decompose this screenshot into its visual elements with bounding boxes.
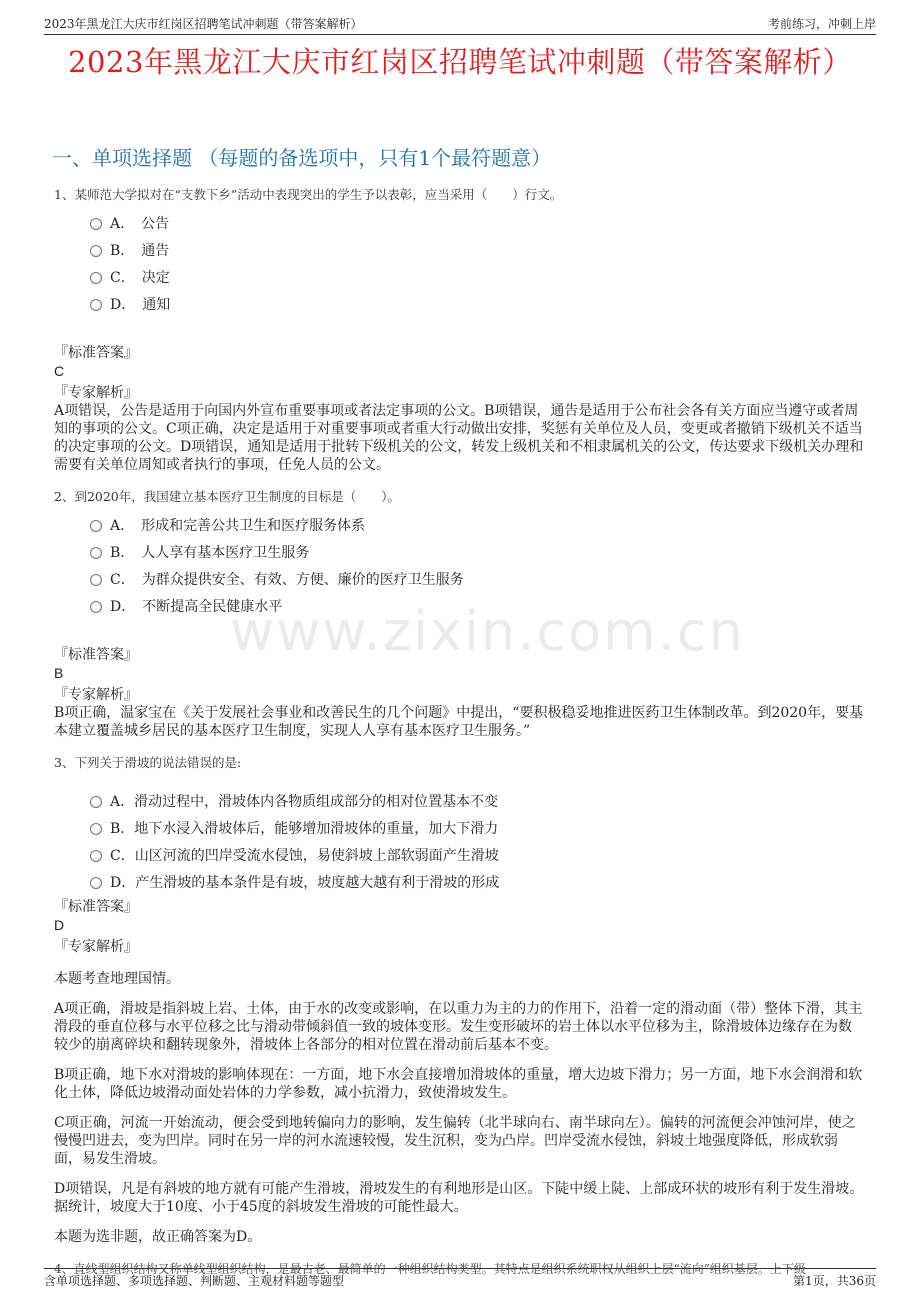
option-b[interactable] (90, 539, 864, 566)
page-prefix: 第 (793, 1273, 806, 1288)
radio-icon[interactable] (90, 245, 102, 257)
option-label: A．滑动过程中，滑坡体内各物质组成部分的相对位置基本不变 (110, 793, 499, 810)
analysis-text: A项错误，公告是适用于向国内外宣布重要事项或者法定事项的公文。B项错误，通告是适用于公布社会各有关方面应当遵守或者周知的事项的公文。C项正确，决定是适用于对重要事项或者重大行动做出安排，奖惩有关单位及人员，变更或者撤销下级机关不适当的决定事项的公文。D项错误，通知是适用于批转下级机关的公文，转发上级机关和不相隶属机关的公文，传达要求下级机关办理和需要有关单位周知或者执行的事项，任免人员的公文。 (54, 403, 864, 473)
option-label: A． 公告 (110, 215, 170, 232)
radio-icon[interactable] (90, 218, 102, 230)
page-footer (44, 1268, 876, 1291)
analysis-text: B项正确，温家宝在《关于发展社会事业和改善民生的几个问题》中提出，“要积极稳妥地推进医药卫生体制改革。到2020年，要基本建立覆盖城乡居民的基本医疗卫生制度，实现人人享有基本医疗卫生服务。” (54, 705, 864, 739)
answer-value: C (54, 363, 65, 379)
radio-icon[interactable] (90, 520, 102, 532)
radio-icon[interactable] (90, 850, 102, 862)
analysis-d: D项错误，凡是有斜坡的地方就有可能产生滑坡，滑坡发生的有利地形是山区。下陡中缓上陡、上部成环状的坡形有利于发生滑坡。据统计，坡度大于10度、小于45度的斜坡发生滑坡的可能性最大。 (54, 1181, 864, 1215)
radio-icon[interactable] (90, 547, 102, 559)
page-indicator (793, 1272, 876, 1289)
option-d[interactable] (90, 291, 864, 318)
option-c[interactable] (90, 264, 864, 291)
header-slogan: 考前练习，冲刺上岸 (767, 17, 876, 31)
expert-label: 『专家解析』 (54, 385, 138, 401)
options-list (90, 512, 864, 620)
option-d[interactable] (90, 869, 864, 896)
analysis-intro: 本题考查地理国情。 (54, 971, 180, 987)
question-stem: 2、到2020年，我国建立基本医疗卫生制度的目标是（ ）。 (54, 489, 401, 504)
std-answer-label: 『标准答案』 (54, 345, 138, 361)
page-suffix: 页 (863, 1273, 876, 1288)
radio-icon[interactable] (90, 877, 102, 889)
answer-value: D (54, 917, 65, 933)
radio-icon[interactable] (90, 796, 102, 808)
option-c[interactable] (90, 566, 864, 593)
radio-icon[interactable] (90, 272, 102, 284)
option-label: C．山区河流的凹岸受流水侵蚀，易使斜坡上部软弱面产生滑坡 (110, 847, 499, 864)
footer-note: 含单项选择题、多项选择题、判断题、主观材料题等题型 (44, 1273, 345, 1288)
question-stem: 1、某师范大学拟对在“支教下乡”活动中表现突出的学生予以表彰，应当采用（ ）行文。 (54, 187, 563, 202)
question-2 (54, 488, 864, 740)
page-header (44, 10, 876, 35)
answer-value: B (54, 665, 64, 681)
question-4-stem-partial: 4、直线型组织结构又称单线型组织结构，是最古老、最简单的一种组织结构类型。其特点是组织系统职权从组织上层“流向”组织基层。上下级 (54, 1262, 806, 1276)
question-list (54, 186, 864, 1278)
page-mid: 页，共 (812, 1273, 849, 1288)
std-answer-label: 『标准答案』 (54, 899, 138, 915)
option-label: C． 决定 (110, 269, 170, 286)
option-label: D．产生滑坡的基本条件是有坡，坡度越大越有利于滑坡的形成 (110, 874, 500, 891)
option-label: C． 为群众提供安全、有效、方便、廉价的医疗卫生服务 (110, 571, 464, 588)
question-1 (54, 186, 864, 474)
analysis-b: B项正确，地下水对滑坡的影响体现在：一方面，地下水会直接增加滑坡体的重量，增大边坡下滑力；另一方面，地下水会润滑和软化土体，降低边坡滑动面处岩体的力学参数，减小抗滑力，致使滑坡发生。 (54, 1067, 863, 1101)
analysis-conclusion: 本题为选非题，故正确答案为D。 (54, 1229, 262, 1245)
expert-label: 『专家解析』 (54, 939, 138, 955)
page-total: 36 (848, 1273, 864, 1288)
option-a[interactable] (90, 512, 864, 539)
analysis-c: C项正确，河流一开始流动，便会受到地转偏向力的影响，发生偏转（北半球向右、南半球向左）。偏转的河流便会冲蚀河岸，使之慢慢凹进去，变为凹岸。同时在另一岸的河水流速较慢，发生沉积，变为凸岸。凹岸受流水侵蚀，斜坡土地强度降低，形成软弱面，易发生滑坡。 (54, 1115, 856, 1167)
document-title: 2023年黑龙江大庆市红岗区招聘笔试冲刺题（带答案解析） (68, 45, 852, 79)
option-b[interactable] (90, 237, 864, 264)
option-a[interactable] (90, 210, 864, 237)
option-a[interactable] (90, 788, 864, 815)
option-label: D． 通知 (110, 296, 171, 313)
radio-icon[interactable] (90, 823, 102, 835)
section-heading: 一、单项选择题 （每题的备选项中，只有1个最符题意） (52, 146, 552, 170)
watermark: www.zixin.com.cn (230, 600, 745, 663)
options-list (90, 788, 864, 896)
question-stem: 3、下列关于滑坡的说法错误的是: (54, 755, 242, 770)
option-label: D． 不断提高全民健康水平 (110, 598, 283, 615)
option-d[interactable] (90, 593, 864, 620)
question-3 (54, 754, 864, 1246)
radio-icon[interactable] (90, 574, 102, 586)
options-list (90, 210, 864, 318)
option-label: B．地下水浸入滑坡体后，能够增加滑坡体的重量，加大下滑力 (110, 820, 499, 837)
expert-label: 『专家解析』 (54, 687, 138, 703)
radio-icon[interactable] (90, 299, 102, 311)
option-label: A． 形成和完善公共卫生和医疗服务体系 (110, 517, 366, 534)
analysis-a: A项正确，滑坡是指斜坡上岩、土体，由于水的改变或影响，在以重力为主的力的作用下，沿着一定的滑动面（带）整体下滑，其主滑段的垂直位移与水平位移之比与滑动带倾斜值一致的坡体变形。发生变形破坏的岩土体以水平位移为主，除滑坡体边缘存在为数较少的崩离碎块和翻转现象外，滑坡体上各部分的相对位置在滑动前后基本不变。 (54, 1001, 863, 1053)
option-c[interactable] (90, 842, 864, 869)
option-b[interactable] (90, 815, 864, 842)
header-doc-title: 2023年黑龙江大庆市红岗区招聘笔试冲刺题（带答案解析） (44, 17, 363, 31)
option-label: B． 人人享有基本医疗卫生服务 (110, 544, 310, 561)
radio-icon[interactable] (90, 601, 102, 613)
std-answer-label: 『标准答案』 (54, 647, 138, 663)
option-label: B． 通告 (110, 242, 170, 259)
page-current: 1 (805, 1273, 813, 1288)
